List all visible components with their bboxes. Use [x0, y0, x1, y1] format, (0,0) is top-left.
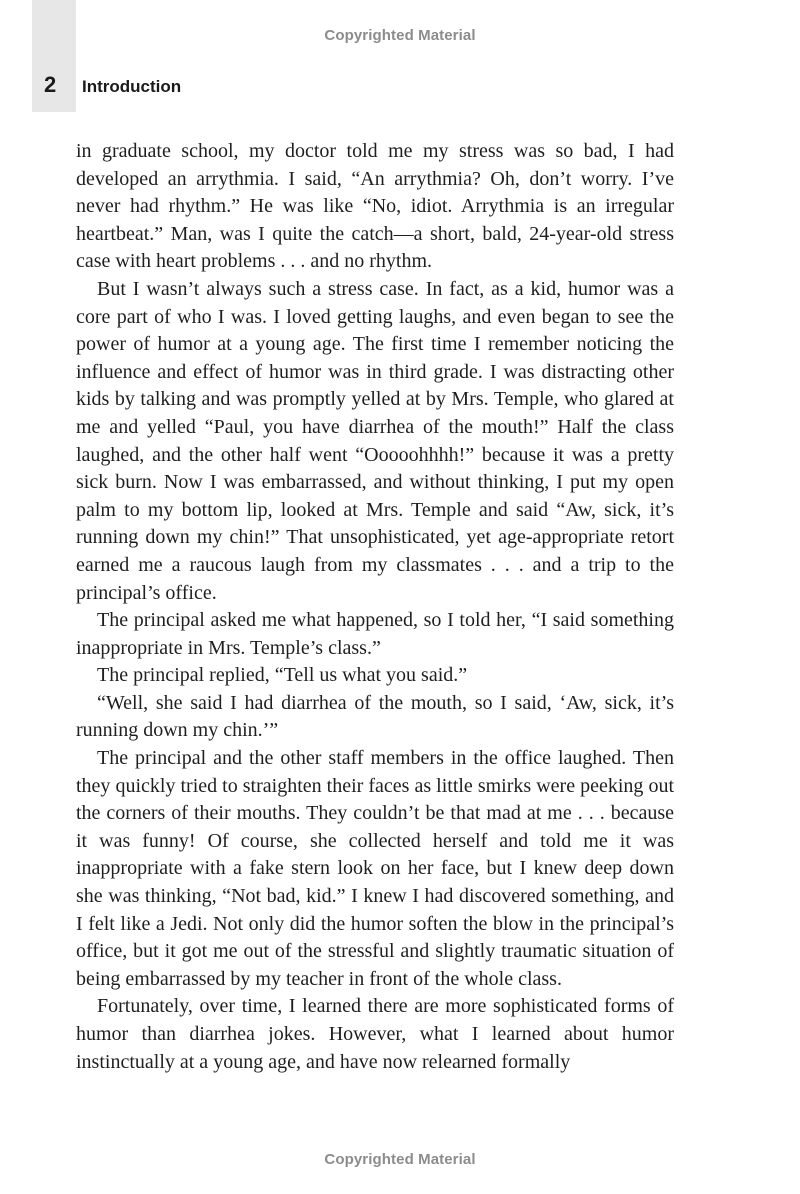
paragraph: Fortunately, over time, I learned there are more sophisticated forms of humor than diarrhea jokes. However, what I learned about humor instinctually at a young age, and have now relearned formally	[76, 995, 674, 1073]
paragraph: The principal asked me what happened, so I told her, “I said something inappropriate in Mrs. Temple’s class.”	[76, 609, 674, 659]
body-text	[76, 138, 674, 1076]
copyright-watermark-bottom: Copyrighted Material	[324, 1151, 476, 1168]
paragraph: The principal replied, “Tell us what you said.”	[97, 664, 468, 687]
running-header	[44, 72, 181, 102]
copyright-watermark-top: Copyrighted Material	[324, 27, 476, 44]
chapter-title: Introduction	[82, 77, 182, 96]
page-number: 2	[44, 72, 57, 97]
paragraph: “Well, she said I had diarrhea of the mouth, so I said, ‘Aw, sick, it’s running down my chin.’”	[76, 691, 674, 742]
paragraph: But I wasn’t always such a stress case. In fact, as a kid, humor was a core part of who I was. I loved getting laughs, and even began to see the power of humor at a young age. The first time I remember noticing the influence and effect of humor was in third grade. I was distracting other kids by talking and was promptly yelled at by Mrs. Temple, who glared at me and yelled “Paul, you have diarrhea of the mouth!” Half the class laughed, and the other half went “Ooooohhhh!” because it was a pretty sick burn. Now I was embarrassed, and without thinking, I put my open palm to my bottom lip, looked at Mrs. Temple and said “Aw, sick, it’s running down my chin!” That unsophisticated, yet age-appropriate retort earned me a raucous laugh from my classmates . . . and a trip to the principal’s office.	[76, 277, 674, 604]
paragraph: The principal and the other staff members in the office laughed. Then they quickly tried to straighten their faces as little smirks were peeking out the corners of their mouths. They couldn’t be that mad at me . . . because it was funny! Of course, she collected herself and told me it was inappropriate with a fake stern look on her face, but I knew deep down she was thinking, “Not bad, kid.” I knew I had discovered something, and I felt like a Jedi. Not only did the humor soften the blow in the principal’s office, but it got me out of the stressful and slightly traumatic situation of being embarrassed by my teacher in front of the whole class.	[76, 747, 674, 990]
paragraph: in graduate school, my doctor told me my stress was so bad, I had developed an arrythmia. I said, “An arrythmia? Oh, don’t worry. I’ve never had rhythm.” He was like “No, idiot. Arrythmia is an irregular heartbeat.” Man, was I quite the catch—a short, bald, 24-year-old stress case with heart problems . . . and no rhythm.	[76, 140, 674, 273]
